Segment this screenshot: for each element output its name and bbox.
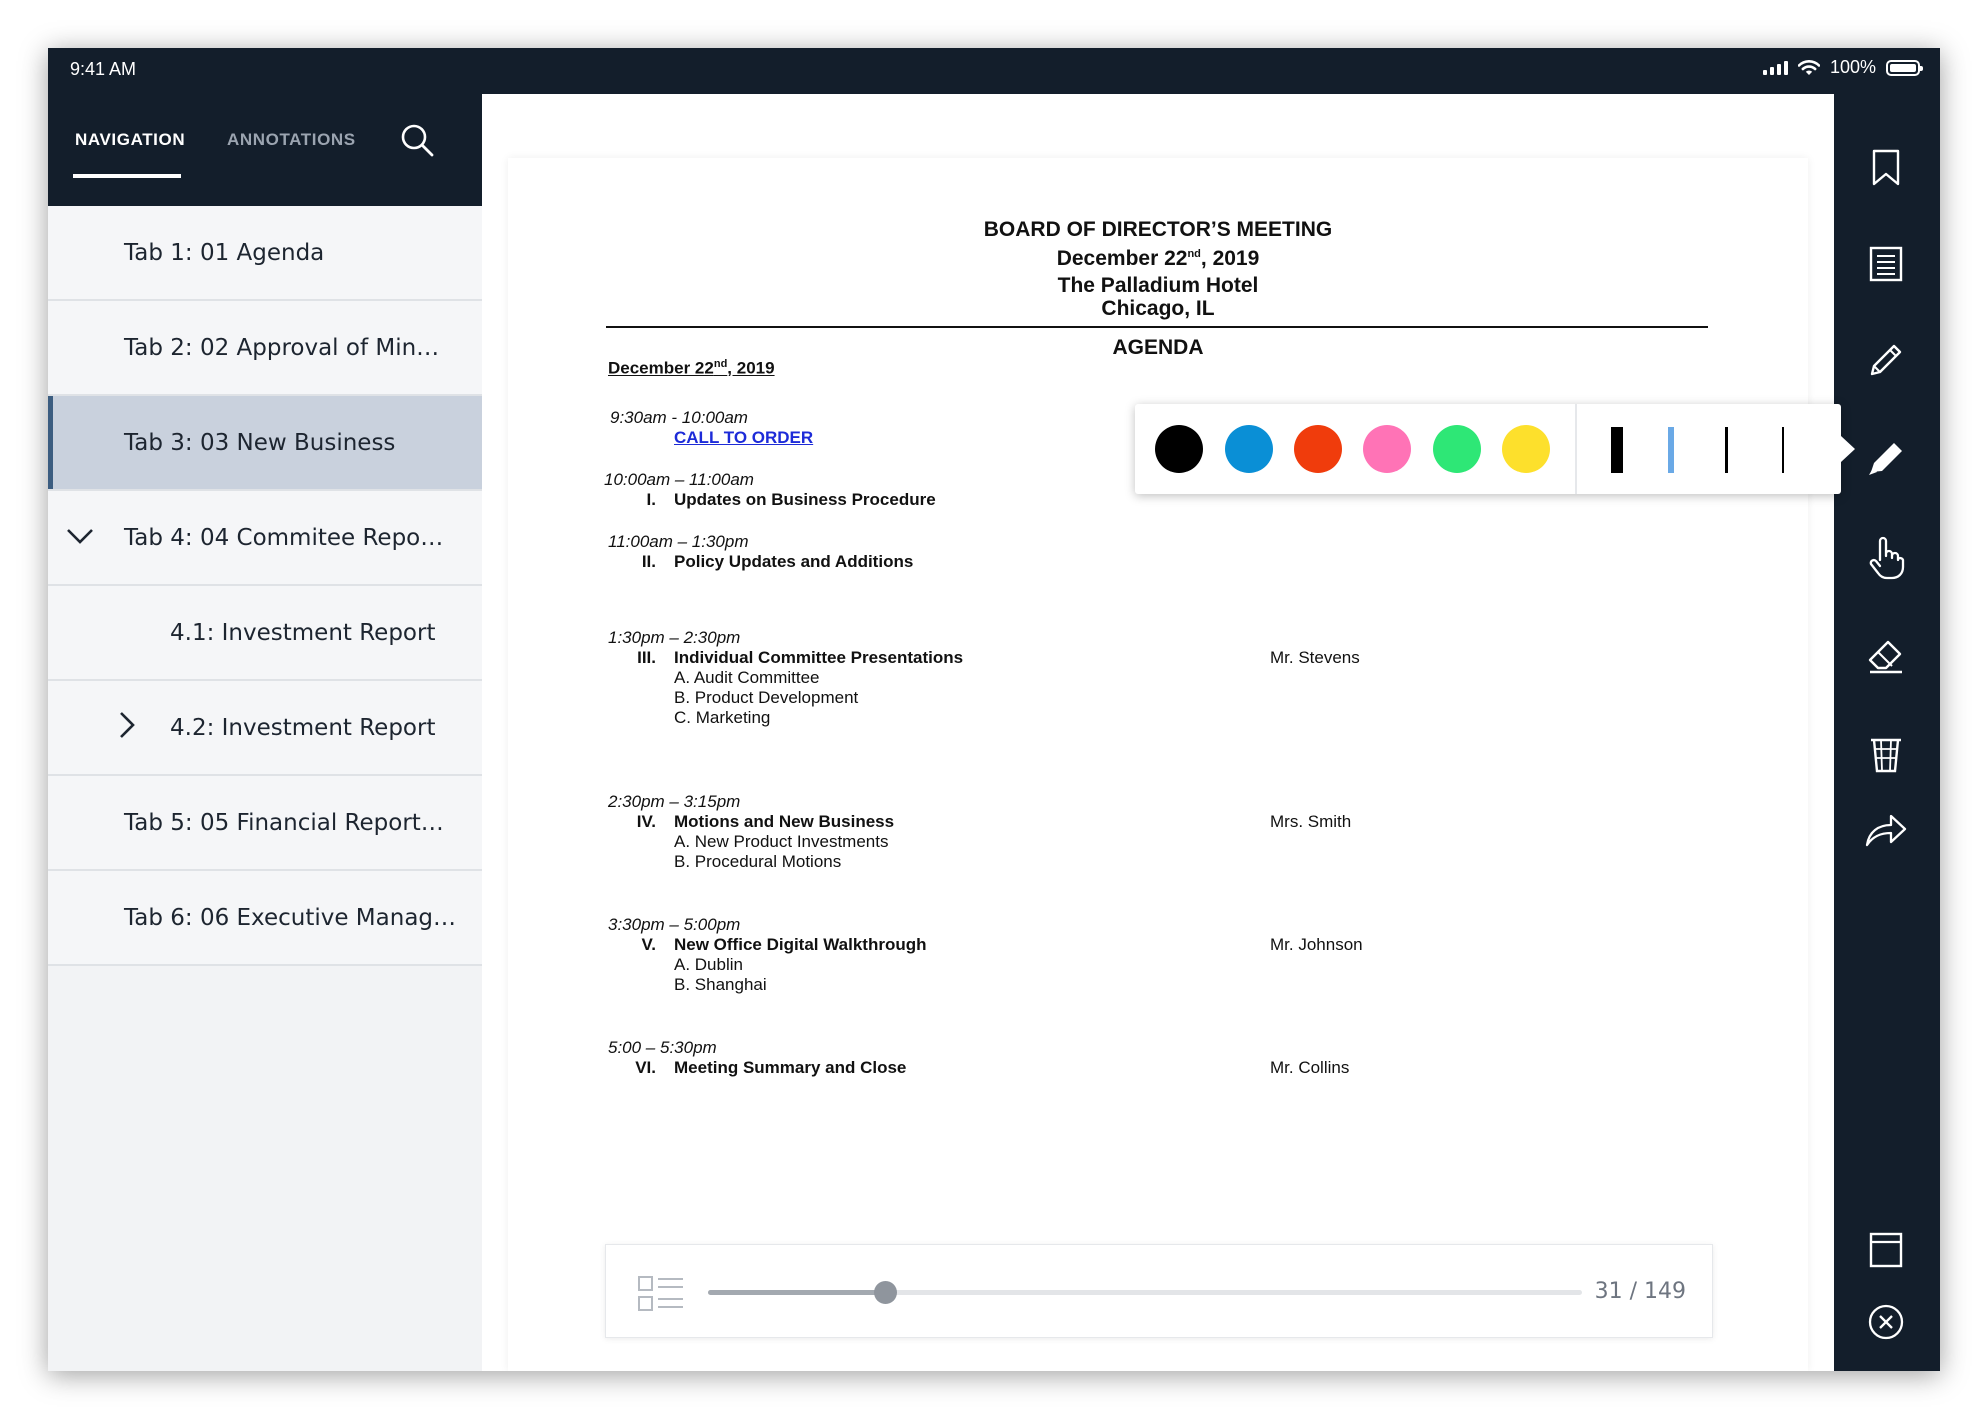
doc-date: December 22nd, 2019 (1056, 247, 1260, 270)
session-numeral: V. (641, 935, 656, 954)
list-view-icon[interactable] (638, 1275, 684, 1318)
tablet-screen (48, 48, 1940, 1371)
stroke-width-thick[interactable] (1611, 427, 1623, 473)
tab-navigation[interactable]: NAVIGATION (75, 130, 186, 149)
document-outline (48, 206, 482, 966)
document-viewer (482, 94, 1834, 1371)
session-time: 11:00am – 1:30pm (608, 532, 749, 551)
pointer-button[interactable] (1862, 534, 1910, 582)
session-numeral: II. (641, 552, 656, 571)
notes-icon (1869, 246, 1903, 282)
search-icon (398, 121, 438, 161)
color-swatch-yellow[interactable] (1502, 425, 1550, 473)
hand-pointer-icon (1867, 536, 1905, 580)
battery-icon (1886, 60, 1920, 76)
session-numeral: VI. (635, 1058, 656, 1077)
doc-subdate: December 22nd, 2019 (608, 358, 775, 378)
pencil-icon (1866, 340, 1906, 380)
session-speaker: Mrs. Smith (1270, 812, 1352, 831)
chevron-right-icon[interactable] (118, 711, 136, 745)
share-icon (1864, 812, 1908, 848)
page-view-button[interactable] (1862, 1226, 1910, 1274)
session-title: Meeting Summary and Close (674, 1058, 907, 1077)
close-button[interactable] (1862, 1298, 1910, 1346)
bookmark-icon (1871, 149, 1901, 187)
session-title: Motions and New Business (674, 812, 895, 831)
session-title: Policy Updates and Additions (674, 552, 914, 571)
nav-item-label: 4.2: Investment Report (170, 714, 436, 741)
session-time: 2:30pm – 3:15pm (608, 792, 741, 811)
page-slider-fill (708, 1290, 885, 1295)
session-subitem: A. Dublin (674, 955, 743, 974)
session-speaker: Mr. Stevens (1270, 648, 1360, 667)
session-time: 1:30pm – 2:30pm (608, 628, 741, 647)
eraser-icon (1866, 636, 1906, 676)
tab-annotations[interactable]: ANNOTATIONS (227, 130, 356, 149)
session-time: 10:00am – 11:00am (604, 470, 754, 489)
session-subitem: B. Shanghai (674, 975, 767, 994)
session-subitem: B. Product Development (674, 688, 859, 707)
page-navigation-bar (605, 1244, 1713, 1338)
nav-item-tab-3[interactable] (48, 396, 482, 491)
color-swatch-black[interactable] (1155, 425, 1203, 473)
popover-divider (1575, 404, 1577, 494)
wifi-icon (1798, 60, 1820, 76)
stroke-width-thin[interactable] (1725, 427, 1728, 473)
session-subitem: C. Marketing (674, 708, 771, 727)
status-time: 9:41 AM (70, 59, 137, 79)
color-swatch-pink[interactable] (1363, 425, 1411, 473)
stroke-width-medium[interactable] (1668, 427, 1674, 473)
delete-button[interactable] (1862, 730, 1910, 778)
navigation-sidebar (48, 94, 482, 1371)
session-subitem: B. Procedural Motions (674, 852, 842, 871)
nav-item-tab-5[interactable] (48, 776, 482, 871)
active-tab-indicator (73, 174, 181, 178)
color-swatch-blue[interactable] (1225, 425, 1273, 473)
session-title: Individual Committee Presentations (674, 648, 964, 667)
session-numeral: III. (637, 648, 656, 667)
battery-percent: 100% (1829, 57, 1876, 77)
nav-item-label: Tab 3: 03 New Business (124, 429, 396, 456)
page-view-icon (1869, 1232, 1903, 1268)
bookmark-button[interactable] (1862, 144, 1910, 192)
session-time: 3:30pm – 5:00pm (608, 915, 741, 934)
nav-item-label: Tab 2: 02 Approval of Min… (124, 334, 440, 361)
nav-item-4-2[interactable] (48, 681, 482, 776)
highlighter-options-popover (1135, 404, 1841, 494)
nav-item-label: Tab 5: 05 Financial Report… (124, 809, 444, 836)
share-button[interactable] (1862, 806, 1910, 854)
nav-item-label: Tab 6: 06 Executive Manag… (124, 904, 457, 931)
doc-city: Chicago, IL (1101, 297, 1215, 320)
session-time: 9:30am - 10:00am (610, 408, 748, 427)
page-counter: 31 / 149 (1594, 1279, 1686, 1304)
doc-venue: The Palladium Hotel (1057, 274, 1259, 297)
session-title: Updates on Business Procedure (674, 490, 936, 509)
nav-item-tab-2[interactable] (48, 301, 482, 396)
nav-item-tab-1[interactable] (48, 206, 482, 301)
close-circle-icon (1867, 1303, 1905, 1341)
page-slider-track[interactable] (708, 1290, 1582, 1295)
session-title: New Office Digital Walkthrough (674, 935, 927, 954)
session-time: 5:00 – 5:30pm (608, 1038, 717, 1057)
session-speaker: Mr. Johnson (1270, 935, 1363, 954)
notes-button[interactable] (1862, 240, 1910, 288)
stroke-width-hairline[interactable] (1782, 427, 1784, 473)
nav-item-label: Tab 4: 04 Commitee Repo… (124, 524, 444, 551)
sidebar-header (48, 94, 482, 206)
trash-icon (1870, 735, 1902, 773)
doc-divider (606, 326, 1708, 328)
signal-icon (1763, 60, 1788, 75)
nav-item-tab-6[interactable] (48, 871, 482, 966)
session-subitem: A. Audit Committee (674, 668, 820, 687)
session-speaker: Mr. Collins (1270, 1058, 1350, 1077)
call-to-order-link[interactable]: CALL TO ORDER (674, 428, 814, 447)
color-swatch-red[interactable] (1294, 425, 1342, 473)
nav-item-label: Tab 1: 01 Agenda (124, 239, 325, 266)
color-swatch-green[interactable] (1433, 425, 1481, 473)
highlighter-icon (1865, 438, 1907, 478)
pencil-button[interactable] (1862, 336, 1910, 384)
doc-title: BOARD OF DIRECTOR’S MEETING (983, 218, 1333, 241)
doc-agenda-heading: AGENDA (1112, 336, 1204, 359)
annotation-toolbar (1834, 94, 1940, 1371)
highlighter-button[interactable] (1862, 434, 1910, 482)
search-button[interactable] (398, 121, 438, 161)
session-numeral: I. (646, 490, 656, 509)
page-slider-thumb[interactable] (874, 1281, 897, 1304)
nav-item-4-1[interactable] (48, 586, 482, 681)
document-page (508, 158, 1808, 1371)
session-numeral: IV. (636, 812, 656, 831)
nav-item-label: 4.1: Investment Report (170, 619, 436, 646)
nav-item-tab-4[interactable] (48, 491, 482, 586)
chevron-down-icon[interactable] (66, 525, 94, 551)
status-bar (48, 48, 1940, 94)
eraser-button[interactable] (1862, 632, 1910, 680)
session-subitem: A. New Product Investments (674, 832, 889, 851)
status-indicators (1763, 57, 1920, 78)
